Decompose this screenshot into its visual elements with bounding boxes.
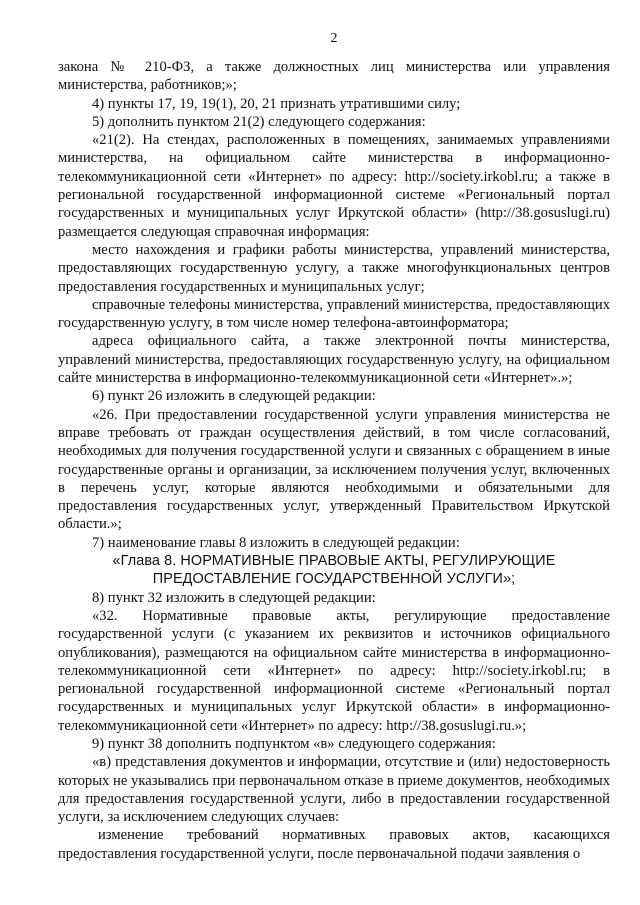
paragraph-26: «26. При предоставлении государственной услуги управления министерства не вправе требовать от граждан осуществления действий, в том числе согласований, необходимых для получения государственной услуги и связанных с обращением в иные государственные органы и организации, за исключением получения услуг, включенных в перечень услуг, которые являются необходимыми и обязательными для предоставления государственных услуг, утвержденный Правительством Иркутской области.»; [58,406,610,533]
chapter-heading-line-1: «Глава 8. НОРМАТИВНЫЕ ПРАВОВЫЕ АКТЫ, РЕГУЛИРУЮЩИЕ [112,553,556,570]
paragraph-addresses: адреса официального сайта, а также электронной почты министерства, управлений министерства, предоставляющих государственную услугу, на официальном сайте министерства в информационно-телекоммуникационной сети «Интернет».»; [58,333,610,387]
paragraph-phones: справочные телефоны министерства, управлений министерства, предоставляющих государственную услугу, в том числе номер телефона-автоинформатора; [58,296,610,332]
paragraph-subitem-v: «в) представления документов и информации, отсутствие и (или) недостоверность которых не указывались при первоначальном отказе в приеме документов, необходимых для предоставления государственной услуги, либо в предоставлении государственной услуги, за исключением следующих случаев: [58,754,610,826]
chapter-heading-line-2: ПРЕДОСТАВЛЕНИЕ ГОСУДАРСТВЕННОЙ УСЛУГИ»; [152,571,516,588]
paragraph-item-5: 5) дополнить пунктом 21(2) следующего содержания: [92,113,426,130]
paragraph-item-8: 8) пункт 32 изложить в следующей редакции: [92,589,376,606]
page-number: 2 [330,31,338,46]
paragraph-32: «32. Нормативные правовые акты, регулирующие предоставление государственной услуги (с указанием их реквизитов и источников официального опубликования), размещаются на официальном сайте министерства в информационно-телекоммуникационной сети «Интернет» по адресу: http://society.irkobl.ru; в региональной государственной информационной системе «Региональный портал государственных и муниципальных услуг Иркутской области» в информационно-телекоммуникационной сети «Интернет» по адресу: http://38.gosuslugi.ru.»; [58,607,610,734]
paragraph-21-2: «21(2). На стендах, расположенных в помещениях, занимаемых управлениями министерства, на официальном сайте министерства в информационно-телекоммуникационной сети «Интернет» по адресу: http://society.irkobl.ru; а также в региональной государственной информационной системе «Региональный портал государственных и муниципальных услуг Иркутской области» (http://38.gosuslugi.ru) размещается следующая справочная информация: [58,132,610,240]
paragraph-item-4: 4) пункты 17, 19, 19(1), 20, 21 признать утратившими силу; [92,95,461,112]
paragraph-item-7: 7) наименование главы 8 изложить в следующей редакции: [92,534,460,551]
paragraph-law-210: закона № 210-ФЗ, а также должностных лиц министерства или управления министерства, работников;»; [58,59,610,94]
paragraph-item-6: 6) пункт 26 изложить в следующей редакции: [92,388,376,405]
paragraph-item-9: 9) пункт 38 дополнить подпунктом «в» следующего содержания: [92,735,496,752]
paragraph-requirements-change: изменение требований нормативных правовых актов, касающихся предоставления государственной услуги, после первоначальной подачи заявления о [58,827,610,862]
paragraph-location: место нахождения и графики работы министерства, управлений министерства, предоставляющих государственную услугу, а также многофункциональных центров предоставления государственных и муниципальных услуг; [58,241,610,295]
